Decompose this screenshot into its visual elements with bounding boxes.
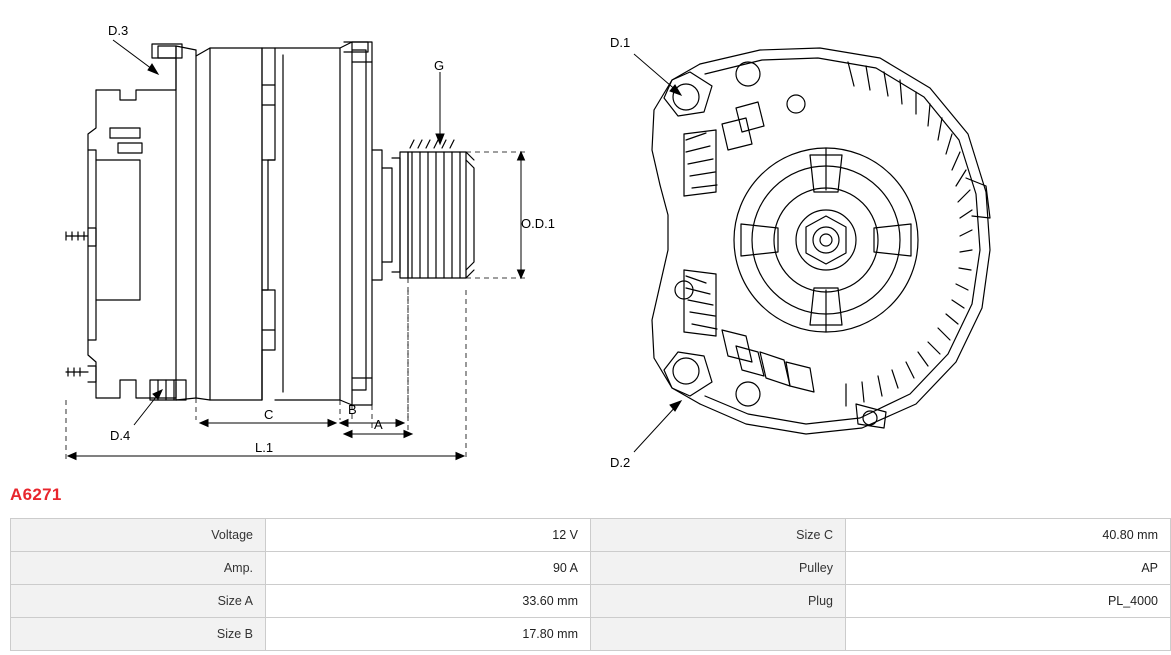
spec-value-size-b: 17.80 mm [266, 618, 591, 651]
callout-d1-label: D.1 [610, 35, 631, 50]
callout-c-label: C [264, 407, 274, 422]
spec-label-size-c: Size C [591, 519, 846, 552]
table-row [11, 552, 1171, 585]
specifications-table [10, 518, 1171, 651]
spec-value-pulley: AP [846, 552, 1171, 585]
spec-value-empty [846, 618, 1171, 651]
spec-label-voltage: Voltage [11, 519, 266, 552]
spec-label-size-b: Size B [11, 618, 266, 651]
table-row [11, 618, 1171, 651]
spec-label-amp: Amp. [11, 552, 266, 585]
spec-label-pulley: Pulley [591, 552, 846, 585]
callout-b-label: B [348, 402, 357, 417]
callout-d2-label: D.2 [610, 455, 631, 470]
spec-value-amp: 90 A [266, 552, 591, 585]
spec-value-size-c: 40.80 mm [846, 519, 1171, 552]
spec-value-plug: PL_4000 [846, 585, 1171, 618]
table-row [11, 519, 1171, 552]
callout-a-label: A [374, 417, 383, 432]
table-row [11, 585, 1171, 618]
spec-label-size-a: Size A [11, 585, 266, 618]
callout-g-label: G [434, 58, 445, 73]
spec-value-size-a: 33.60 mm [266, 585, 591, 618]
callout-d3-label: D.3 [108, 23, 129, 38]
spec-label-empty [591, 618, 846, 651]
callout-d4-label: D.4 [110, 428, 131, 443]
callout-l1-label: L.1 [255, 440, 274, 455]
callout-od1-label: O.D.1 [521, 216, 555, 231]
spec-label-plug: Plug [591, 585, 846, 618]
spec-value-voltage: 12 V [266, 519, 591, 552]
part-code: A6271 [10, 485, 62, 504]
